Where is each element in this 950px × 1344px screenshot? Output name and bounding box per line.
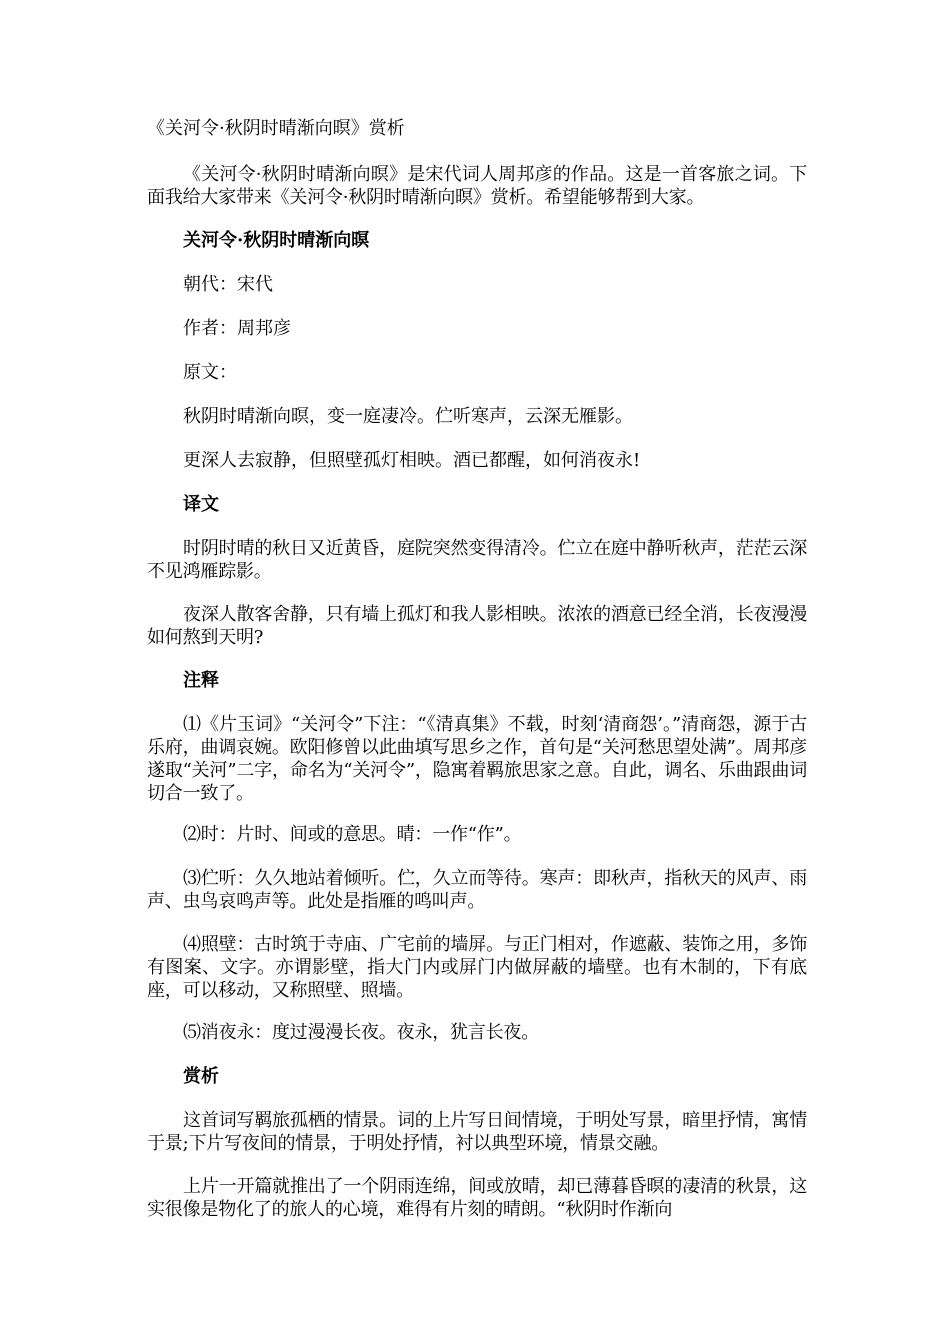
- appreciation-paragraph-1: 这首词写羁旅孤栖的情景。词的上片写日间情境，于明处写景，暗里抒情，寓情于景;下片写夜间的情景，于明处抒情，衬以典型环境，情景交融。: [147, 1110, 807, 1154]
- intro-paragraph: 《关河令·秋阴时晴渐向暝》是宋代词人周邦彦的作品。这是一首客旅之词。下面我给大家带来《关河令·秋阴时晴渐向暝》赏析。希望能够帮到大家。: [147, 164, 807, 208]
- original-line-1: 秋阴时晴渐向暝，变一庭凄冷。伫听寒声，云深无雁影。: [183, 406, 633, 427]
- note-1: ⑴《片玉词》“关河令”下注：“《清真集》不载，时刻‘清商怨’。”清商怨，源于古乐府，曲调哀婉。欧阳修曾以此曲填写思乡之作，首句是“关河愁思望处满”。周邦彦遂取“关河”二字，命名为“关河令”，隐寓着羁旅思家之意。自此，调名、乐曲跟曲词切合一致了。: [147, 714, 807, 804]
- translation-heading: 译文: [183, 494, 219, 515]
- note-5: ⑸消夜永：度过漫漫长夜。夜永，犹言长夜。: [183, 1022, 539, 1043]
- note-3: ⑶伫听：久久地站着倾听。伫，久立而等待。寒声：即秋声，指秋天的风声、雨声、虫鸟哀鸣声等。此处是指雁的鸣叫声。: [147, 868, 807, 912]
- appreciation-paragraph-2: 上片一开篇就推出了一个阴雨连绵，间或放晴，却已薄暮昏暝的凄清的秋景，这实很像是物化了的旅人的心境，难得有片刻的晴朗。“秋阴时作渐向: [147, 1176, 807, 1220]
- translation-paragraph-1: 时阴时晴的秋日又近黄昏，庭院突然变得清冷。伫立在庭中静听秋声，茫茫云深不见鸿雁踪影。: [147, 538, 807, 582]
- original-label: 原文：: [183, 362, 237, 383]
- notes-heading: 注释: [183, 670, 219, 691]
- note-2: ⑵时：片时、间或的意思。晴：一作“作”。: [183, 824, 522, 845]
- appreciation-heading: 赏析: [183, 1066, 219, 1087]
- poem-title: 关河令·秋阴时晴渐向暝: [183, 230, 370, 251]
- translation-paragraph-2: 夜深人散客舍静，只有墙上孤灯和我人影相映。浓浓的酒意已经全消，长夜漫漫如何熬到天明?: [147, 604, 807, 648]
- dynasty-line: 朝代：宋代: [183, 274, 273, 295]
- original-line-2: 更深人去寂静，但照壁孤灯相映。酒已都醒，如何消夜永!: [183, 450, 641, 471]
- author-line: 作者：周邦彦: [183, 318, 291, 339]
- note-4: ⑷照壁：古时筑于寺庙、广宅前的墙屏。与正门相对，作遮蔽、装饰之用，多饰有图案、文字。亦谓影壁，指大门内或屏门内做屏蔽的墙壁。也有木制的，下有底座，可以移动，又称照壁、照墙。: [147, 934, 807, 1001]
- document-title: 《关河令·秋阴时晴渐向暝》赏析: [147, 118, 405, 139]
